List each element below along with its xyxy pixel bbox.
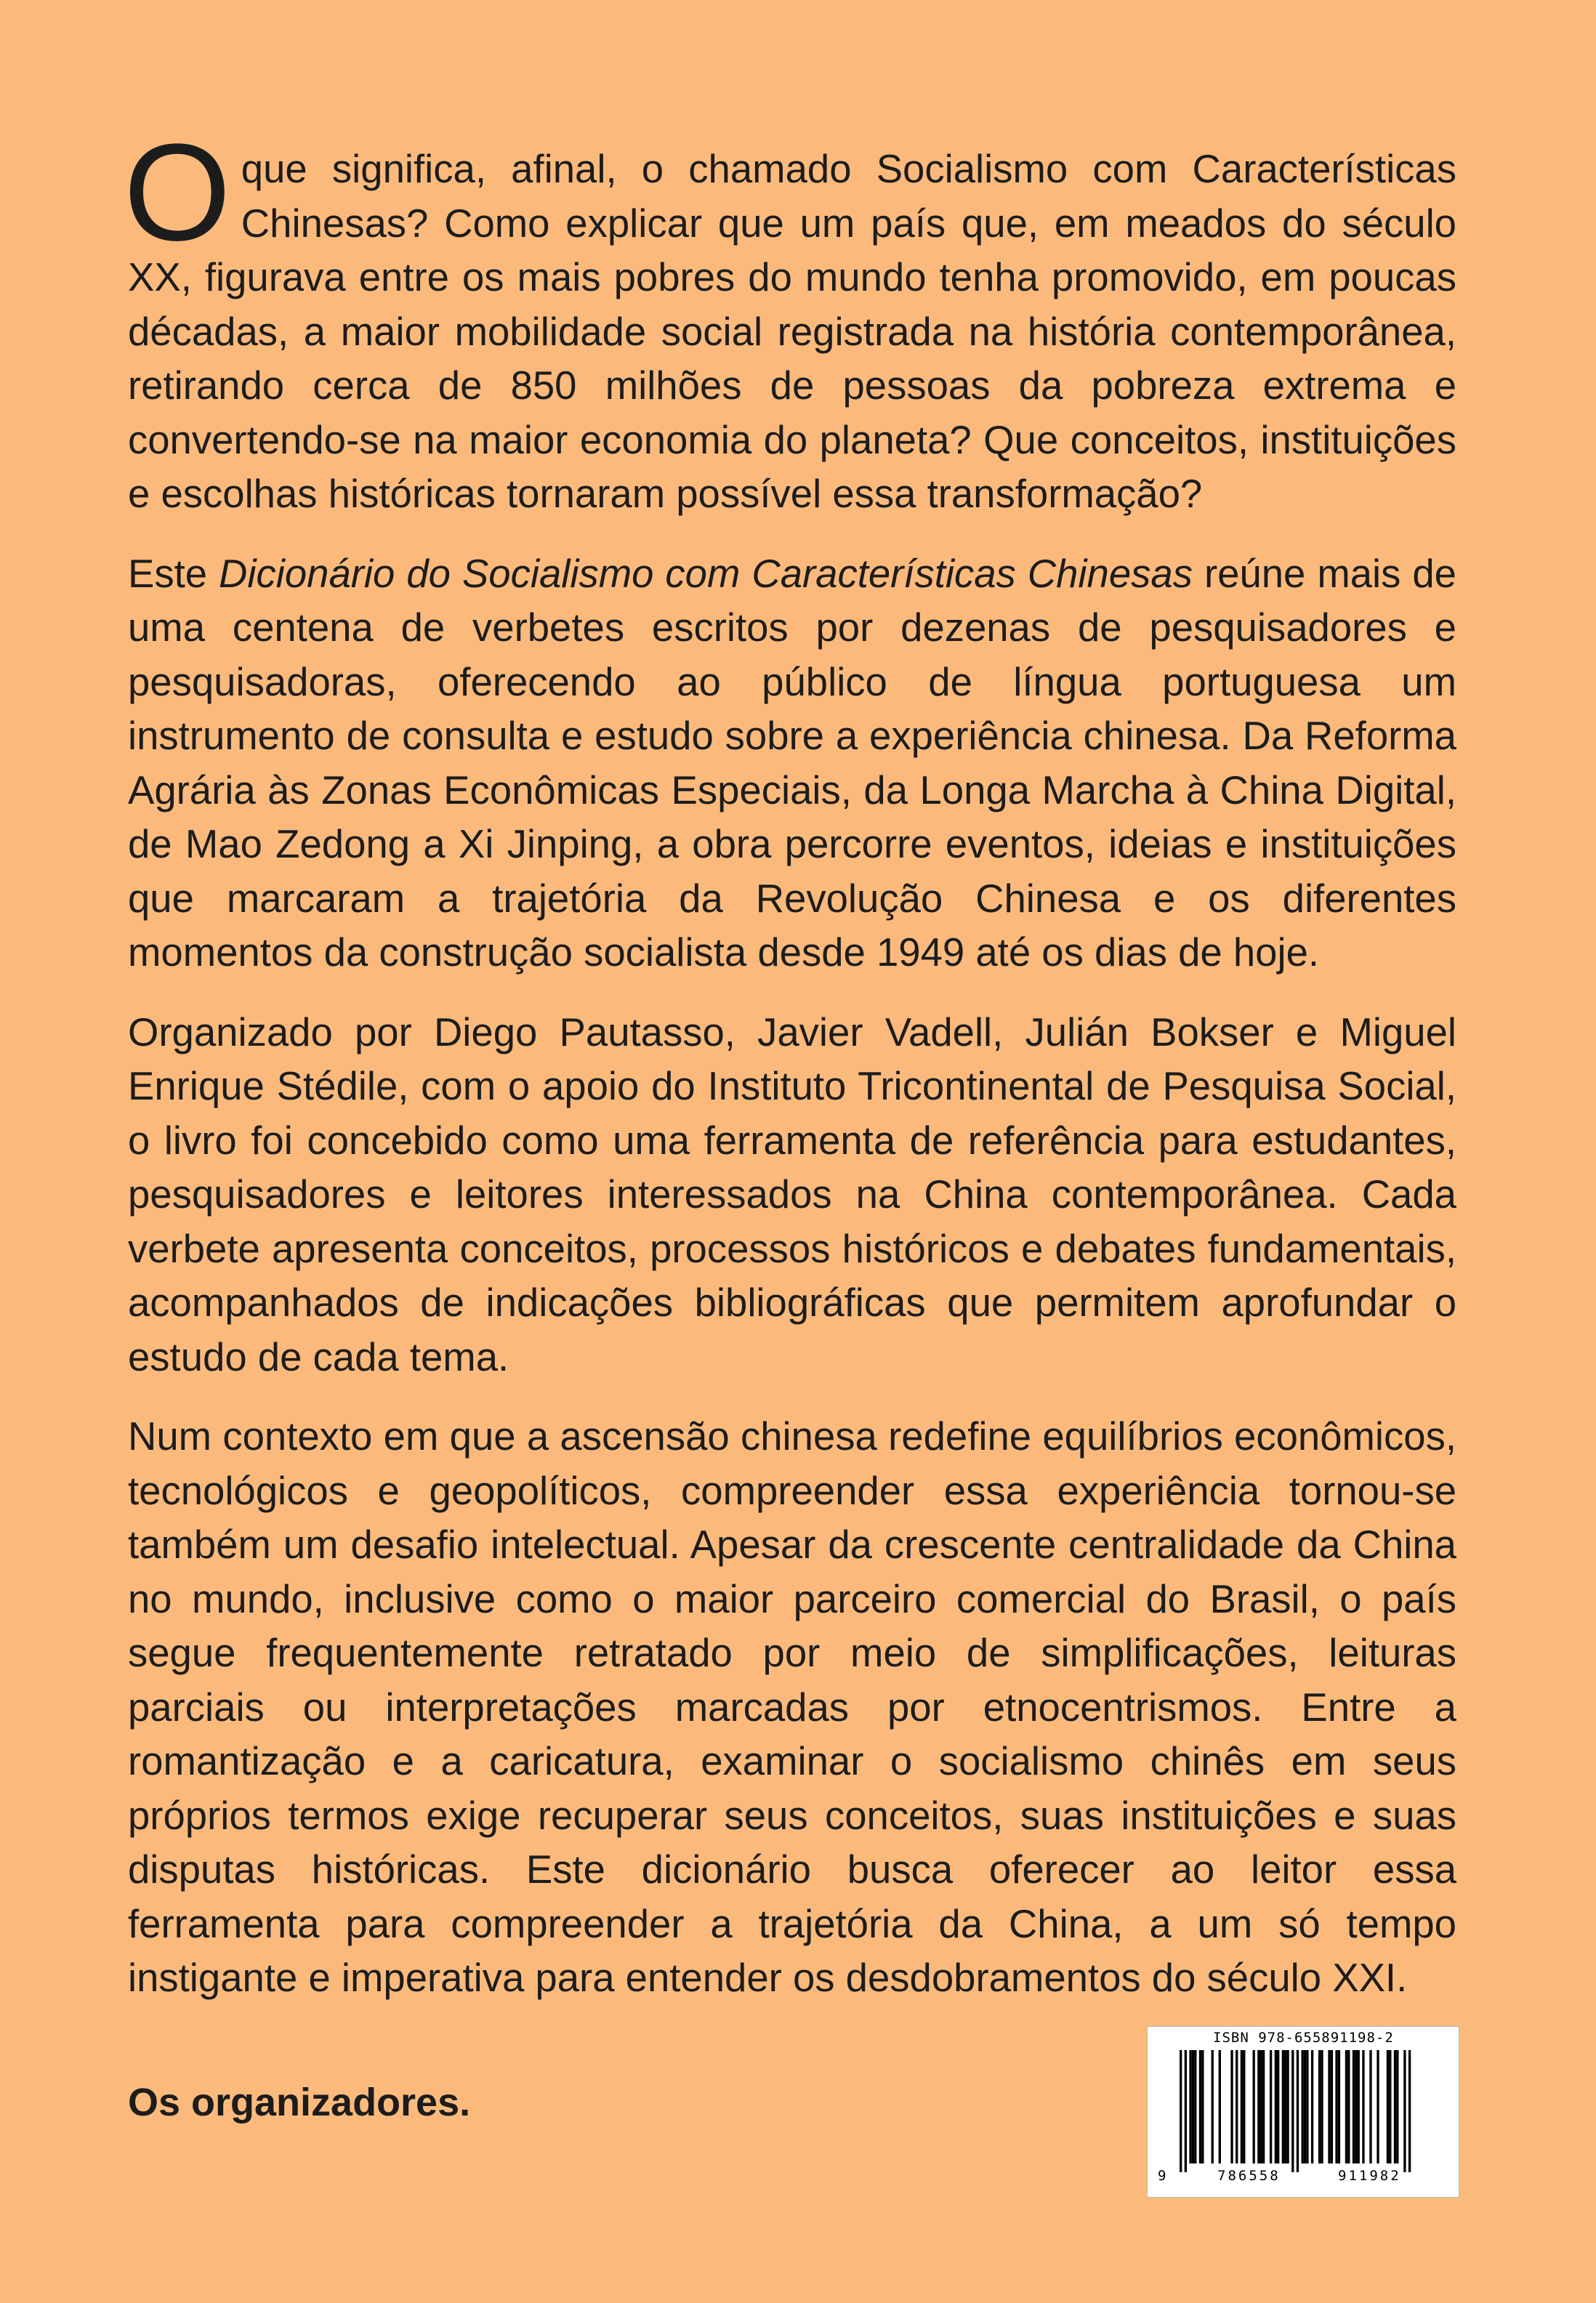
barcode-bar (1321, 2050, 1323, 2163)
intro-text: que significa, afinal, o chamado Socialismo com Características Chinesas? Como explicar que um país que, em meados do século XX, figurava entre os mais pobres do mundo tenha promovido, em poucas décadas, a maior mobilidade social registrada na história contemporânea, retirando cerca de 850 milhões de pessoas da pobreza extrema e convertendo-se na maior economia do planeta? Que conceitos, instituições e escolhas históricas tornaram possível essa transformação? (128, 147, 1456, 516)
barcode-bar (1201, 2050, 1204, 2163)
barcode-left-digits: 786558 (1217, 2168, 1281, 2184)
barcode-bar (1338, 2050, 1340, 2163)
barcode-bar (1199, 2050, 1201, 2163)
barcode-bar (1355, 2050, 1357, 2163)
barcode-bar (1335, 2050, 1337, 2163)
barcode-bar (1389, 2050, 1391, 2163)
drop-cap: O (124, 116, 231, 270)
isbn-barcode (1147, 2026, 1459, 2198)
barcode-bar (1194, 2050, 1196, 2163)
barcode-bar (1262, 2050, 1265, 2163)
barcode-bar (1282, 2050, 1284, 2163)
barcode-bar (1408, 2050, 1411, 2172)
barcode-bar (1387, 2050, 1389, 2163)
intro-paragraph (124, 116, 1456, 522)
description-lead: Este (128, 551, 219, 596)
description-paragraph (128, 547, 1456, 980)
barcode-bar (1362, 2050, 1364, 2163)
barcode-bar (1394, 2050, 1396, 2163)
barcode-bar (1306, 2050, 1308, 2163)
barcode-bar (1318, 2050, 1321, 2163)
context-paragraph: Num contexto em que a ascensão chinesa redefine equilíbrios econômicos, tecnológicos e geopolíticos, compreender essa experiência tornou-se também um desafio intelectual. Apesar da crescente centralidade da China no mundo, inclusive como o maior parceiro comercial do Brasil, o país segue frequentemente retratado por meio de simplificações, leituras parciais ou interpretações marcadas por etnocentrismos. Entre a romantização e a caricatura, examinar o socialismo chinês em seus próprios termos exige recuperar seus conceitos, suas instituições e suas disputas históricas. Este dicionário busca oferecer ao leitor essa ferramenta para compreender a trajetória da China, a um só tempo instigante e imperativa para entender os desdobramentos do século XXI. (128, 1414, 1456, 2000)
barcode-bar (1236, 2050, 1238, 2163)
barcode-bar (1185, 2050, 1187, 2172)
barcode-bar (1270, 2050, 1272, 2163)
barcode-bar (1369, 2050, 1371, 2163)
barcode-bar (1243, 2050, 1245, 2163)
barcode-bar (1275, 2050, 1277, 2163)
barcode-bar (1358, 2050, 1360, 2163)
organizers-paragraph: Organizado por Diego Pautasso, Javier Vadell, Julián Bokser e Miguel Enrique Stédile, com o apoio do Instituto Tricontinental de Pesquisa Social, o livro foi concebido como uma ferramenta de referência para estudantes, pesquisadores e leitores interessados na China contemporânea. Cada verbete apresenta conceitos, processos históricos e debates fundamentais, acompanhados de indicações bibliográficas que permitem aprofundar o estudo de cada tema. (128, 1009, 1456, 1379)
barcode-bar (1302, 2050, 1304, 2163)
isbn-label: ISBN 978-655891198-2 (1213, 2030, 1394, 2046)
barcode-bar (1291, 2050, 1294, 2172)
book-title-italic: Dicionário do Socialismo com Características Chinesas (219, 551, 1193, 596)
barcode-first-digit: 9 (1158, 2168, 1166, 2184)
barcode-bar (1180, 2050, 1182, 2172)
barcode-bar (1260, 2050, 1262, 2163)
back-cover-text (124, 116, 1456, 2031)
barcode-bar (1328, 2050, 1330, 2163)
barcode-right-digits: 911982 (1338, 2168, 1401, 2184)
barcode-bar (1396, 2050, 1398, 2163)
barcode-bar (1212, 2050, 1214, 2163)
barcode-bar (1219, 2050, 1221, 2163)
barcode-bar (1353, 2050, 1355, 2163)
barcode-bars (1180, 2050, 1427, 2172)
barcode-bar (1377, 2050, 1379, 2163)
barcode-bar (1189, 2050, 1191, 2163)
barcode-bar (1347, 2050, 1350, 2163)
barcode-bar (1241, 2050, 1243, 2163)
barcode-bar (1284, 2050, 1286, 2163)
barcode-bar (1297, 2050, 1299, 2172)
description-rest: reúne mais de uma centena de verbetes escritos por dezenas de pesquisadores e pesquisadoras, oferecendo ao público de língua portuguesa um instrumento de consulta e estudo sobre a experiência chinesa. Da Reforma Agrária às Zonas Econômicas Especiais, da Longa Marcha à China Digital, de Mao Zedong a Xi Jinping, a obra percorre eventos, ideias e instituições que marcaram a trajetória da Revolução Chinesa e os diferentes momentos da construção socialista desde 1949 até os dias de hoje. (128, 551, 1456, 975)
signature: Os organizadores. (128, 2081, 471, 2124)
barcode-bar (1311, 2050, 1313, 2163)
barcode-bar (1192, 2050, 1194, 2163)
barcode-bar (1230, 2050, 1233, 2163)
barcode-bar (1286, 2050, 1289, 2163)
barcode-bar (1277, 2050, 1279, 2163)
barcode-bar (1345, 2050, 1347, 2163)
barcode-bar (1304, 2050, 1306, 2163)
barcode-bar (1331, 2050, 1333, 2163)
barcode-bar (1257, 2050, 1260, 2163)
barcode-bar (1403, 2050, 1406, 2172)
barcode-bar (1253, 2050, 1255, 2163)
